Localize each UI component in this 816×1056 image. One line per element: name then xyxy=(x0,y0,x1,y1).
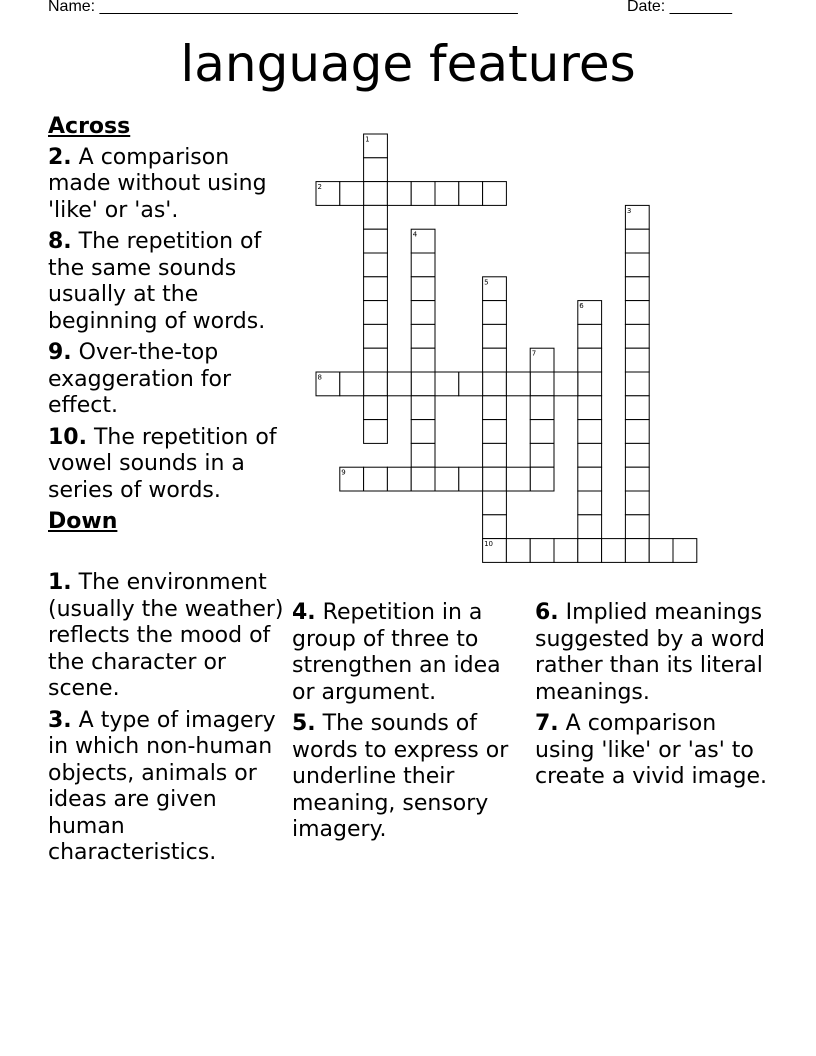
clue-text: The environment (usually the weather) reflects the mood of the character or scene. xyxy=(48,570,284,701)
grid-cell[interactable] xyxy=(578,539,602,563)
grid-clue-number: 10 xyxy=(484,540,494,549)
grid-cell[interactable] xyxy=(578,324,602,348)
grid-cell[interactable] xyxy=(411,348,435,372)
grid-clue-number: 4 xyxy=(412,230,418,239)
grid-cell[interactable] xyxy=(625,515,649,539)
grid-cell[interactable] xyxy=(411,443,435,467)
grid-cell[interactable] xyxy=(578,491,602,515)
grid-cell[interactable] xyxy=(459,467,483,491)
grid-cell[interactable] xyxy=(506,539,530,563)
clue-text: The sounds of words to express or underline their meaning, sensory imagery. xyxy=(292,711,509,842)
grid-cell[interactable] xyxy=(483,348,507,372)
clue-number: 1. xyxy=(48,570,72,595)
clue-number: 3. xyxy=(48,707,72,733)
grid-cell[interactable] xyxy=(364,301,388,325)
grid-cell[interactable] xyxy=(625,396,649,420)
across-heading: Across xyxy=(48,114,131,139)
grid-clue-number: 7 xyxy=(531,349,537,358)
grid-cell[interactable] xyxy=(411,324,435,348)
grid-cell[interactable] xyxy=(483,443,507,467)
grid-cell[interactable] xyxy=(387,467,411,491)
grid-cell[interactable] xyxy=(625,420,649,444)
clue-number: 10. xyxy=(48,424,87,450)
grid-cell[interactable] xyxy=(530,443,554,467)
grid-cell[interactable] xyxy=(364,467,388,491)
grid-clue-number: 1 xyxy=(365,135,370,144)
grid-cell[interactable] xyxy=(435,467,459,491)
clue-number: 5. xyxy=(292,711,316,736)
clue-number: 8. xyxy=(48,229,72,254)
grid-cell[interactable] xyxy=(340,182,364,206)
grid-cell[interactable] xyxy=(530,420,554,444)
grid-cell[interactable] xyxy=(578,396,602,420)
grid-cell[interactable] xyxy=(483,372,507,396)
grid-cell[interactable] xyxy=(364,277,388,301)
grid-cell[interactable] xyxy=(364,182,388,206)
grid-cell[interactable] xyxy=(387,182,411,206)
grid-cell[interactable] xyxy=(625,253,649,277)
grid-cell[interactable] xyxy=(578,515,602,539)
grid-cell[interactable] xyxy=(483,420,507,444)
grid-cell[interactable] xyxy=(483,324,507,348)
grid-cell[interactable] xyxy=(483,491,507,515)
grid-clue-number: 6 xyxy=(579,302,584,311)
grid-cell[interactable] xyxy=(411,396,435,420)
clue-number: 2. xyxy=(48,144,72,170)
grid-cell[interactable] xyxy=(578,348,602,372)
grid-cell[interactable] xyxy=(364,420,388,444)
grid-cell[interactable] xyxy=(483,515,507,539)
grid-cell[interactable] xyxy=(530,539,554,563)
grid-cell[interactable] xyxy=(364,158,388,182)
grid-cell[interactable] xyxy=(364,324,388,348)
clue-text: A type of imagery in which non-human objects, animals or ideas are given human characteristics. xyxy=(48,707,276,865)
grid-cell[interactable] xyxy=(625,467,649,491)
grid-cell[interactable] xyxy=(625,348,649,372)
grid-cell[interactable] xyxy=(554,539,578,563)
grid-cell[interactable] xyxy=(435,182,459,206)
grid-cell[interactable] xyxy=(578,420,602,444)
grid-cell[interactable] xyxy=(483,396,507,420)
grid-cell[interactable] xyxy=(530,467,554,491)
grid-cell[interactable] xyxy=(625,443,649,467)
grid-cell[interactable] xyxy=(411,301,435,325)
grid-cell[interactable] xyxy=(625,491,649,515)
clue-number: 9. xyxy=(48,340,72,365)
grid-clue-number: 3 xyxy=(626,206,632,215)
grid-cell[interactable] xyxy=(578,467,602,491)
grid-cell[interactable] xyxy=(625,324,649,348)
grid-cell[interactable] xyxy=(602,539,626,563)
grid-cell[interactable] xyxy=(673,539,697,563)
grid-clue-number: 8 xyxy=(317,373,322,382)
page-title: language features xyxy=(180,35,636,93)
clue-number: 7. xyxy=(535,711,559,736)
grid-cell[interactable] xyxy=(435,372,459,396)
grid-cell[interactable] xyxy=(625,277,649,301)
grid-cell[interactable] xyxy=(364,253,388,277)
clue-number: 6. xyxy=(535,600,559,625)
grid-cell[interactable] xyxy=(625,539,649,563)
grid-cell[interactable] xyxy=(506,467,530,491)
grid-cell[interactable] xyxy=(411,467,435,491)
grid-cell[interactable] xyxy=(625,372,649,396)
grid-cell[interactable] xyxy=(364,372,388,396)
grid-clue-number: 2 xyxy=(317,183,322,192)
grid-cell[interactable] xyxy=(625,301,649,325)
down-heading: Down xyxy=(48,509,118,534)
grid-cell[interactable] xyxy=(530,372,554,396)
grid-cell[interactable] xyxy=(411,372,435,396)
clue-text: The repetition of the same sounds usually at the beginning of words. xyxy=(48,229,266,334)
grid-cell[interactable] xyxy=(411,182,435,206)
clue-text: Repetition in a group of three to strengthen an idea or argument. xyxy=(292,600,501,705)
grid-cell[interactable] xyxy=(364,348,388,372)
clue-number: 4. xyxy=(292,600,316,625)
grid-cell[interactable] xyxy=(387,372,411,396)
grid-clue-number: 9 xyxy=(341,468,346,477)
grid-cell[interactable] xyxy=(649,539,673,563)
name-line: Name: _______________________________________________ xyxy=(48,0,518,15)
grid-cell[interactable] xyxy=(578,443,602,467)
clue-text: Implied meanings suggested by a word rather than its literal meanings. xyxy=(535,600,765,705)
grid-cell[interactable] xyxy=(483,467,507,491)
grid-cell[interactable] xyxy=(625,229,649,253)
grid-cell[interactable] xyxy=(364,229,388,253)
grid-cell[interactable] xyxy=(364,396,388,420)
grid-cell[interactable] xyxy=(364,205,388,229)
clue-text: A comparison made without using 'like' or 'as'. xyxy=(48,144,267,223)
grid-cell[interactable] xyxy=(483,182,507,206)
grid-cell[interactable] xyxy=(578,372,602,396)
grid-cell[interactable] xyxy=(411,253,435,277)
grid-cell[interactable] xyxy=(554,372,578,396)
grid-cell[interactable] xyxy=(411,277,435,301)
grid-cell[interactable] xyxy=(530,396,554,420)
clue-text: The repetition of vowel sounds in a series of words. xyxy=(48,424,277,503)
grid-clue-number: 5 xyxy=(484,278,489,287)
grid-cell[interactable] xyxy=(483,301,507,325)
grid-cell[interactable] xyxy=(506,372,530,396)
date-line: Date: _______ xyxy=(627,0,732,15)
clue-text: A comparison using 'like' or 'as' to create a vivid image. xyxy=(535,711,768,789)
clue-text: Over-the-top exaggeration for effect. xyxy=(48,340,232,418)
grid-cell[interactable] xyxy=(459,372,483,396)
grid-cell[interactable] xyxy=(459,182,483,206)
grid-cell[interactable] xyxy=(340,372,364,396)
grid-cell[interactable] xyxy=(411,420,435,444)
